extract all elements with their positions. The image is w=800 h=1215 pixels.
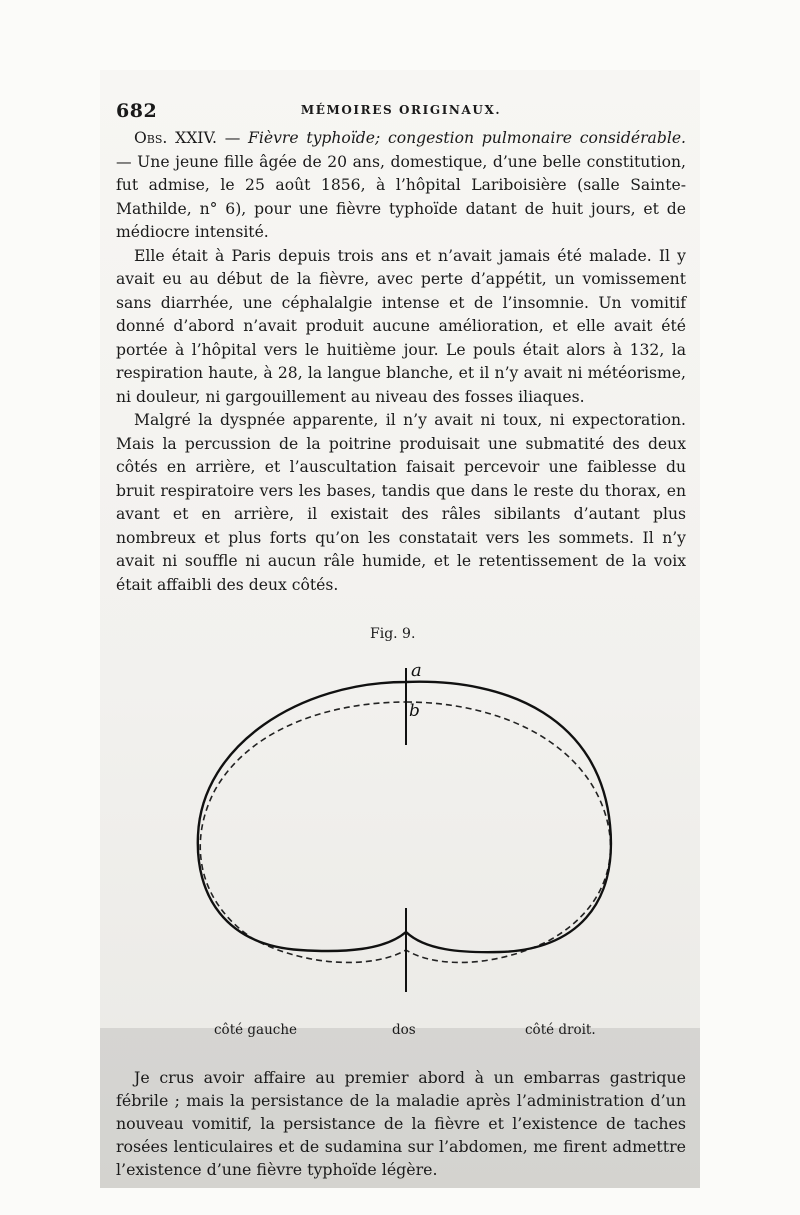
body-text-bottom (116, 1066, 686, 1181)
solid-outline (198, 682, 611, 952)
caption-right-side: côté droit. (525, 1022, 596, 1038)
observation-dash: — (216, 129, 249, 147)
observation-intro: — Une jeune fille âgée de 20 ans, domestique, d’une belle constitution, fut admise, le 25 août 1856, à l’hôpital Lariboisière (salle Sainte-Mathilde, n° 6), pour une fièvre typhoïde datant de huit jours, et de médiocre intensité. (116, 152, 686, 241)
caption-left-side: côté gauche (214, 1022, 298, 1038)
page-header (116, 100, 686, 120)
marker-a: a (411, 660, 422, 681)
observation-label: Obs. XXIV. (134, 129, 217, 147)
observation-paragraph (116, 127, 686, 245)
marker-b: b (409, 701, 420, 721)
running-title: MÉMOIRES ORIGINAUX. (300, 103, 502, 117)
thorax-outline-figure (180, 650, 630, 1000)
closing-paragraph: Je crus avoir affaire au premier abord à un embarras gastrique fébrile ; mais la persistance de la maladie après l’administration d’un nouveau vomitif, la persistance de la fièvre et l’existence de taches rosées lenticulaires et de sudamina sur l’abdomen, me firent admettre l’existence d’une fièvre typhoïde légère. (116, 1068, 686, 1179)
paragraph-2: Malgré la dyspnée apparente, il n’y avait ni toux, ni expectoration. Mais la percussion de la poitrine produisait une submatité des deux côtés en arrière, et l’auscultation faisait percevoir une faiblesse du bruit respiratoire vers les bases, tandis que dans le reste du thorax, en avant et en arrière, il existait des râles sibilants d’autant plus nombreux et plus forts qu’on les constatait vers les sommets. Il n’y avait ni souffle ni aucun râle humide, et le retentissement de la voix était affaibli des deux côtés. (116, 411, 686, 594)
paragraph-1: Elle était à Paris depuis trois ans et n’avait jamais été malade. Il y avait eu au début de la fièvre, avec perte d’appétit, un vomissement sans diarrhée, une céphalalgie intense et de l’insomnie. Un vomitif donné d’abord n’avait produit aucune amélioration, et elle avait été portée à l’hôpital vers le huitième jour. Le pouls était alors à 132, la respiration haute, à 28, la langue blanche, et il n’y avait ni météorisme, ni douleur, ni gargouillement au niveau des fosses iliaques. (116, 246, 686, 406)
page-number: 682 (116, 100, 158, 122)
observation-title: Fièvre typhoïde; congestion pulmonaire considérable. (248, 129, 687, 147)
body-text-top (116, 127, 686, 597)
figure-label: Fig. 9. (370, 626, 416, 642)
caption-back: dos (392, 1022, 416, 1038)
